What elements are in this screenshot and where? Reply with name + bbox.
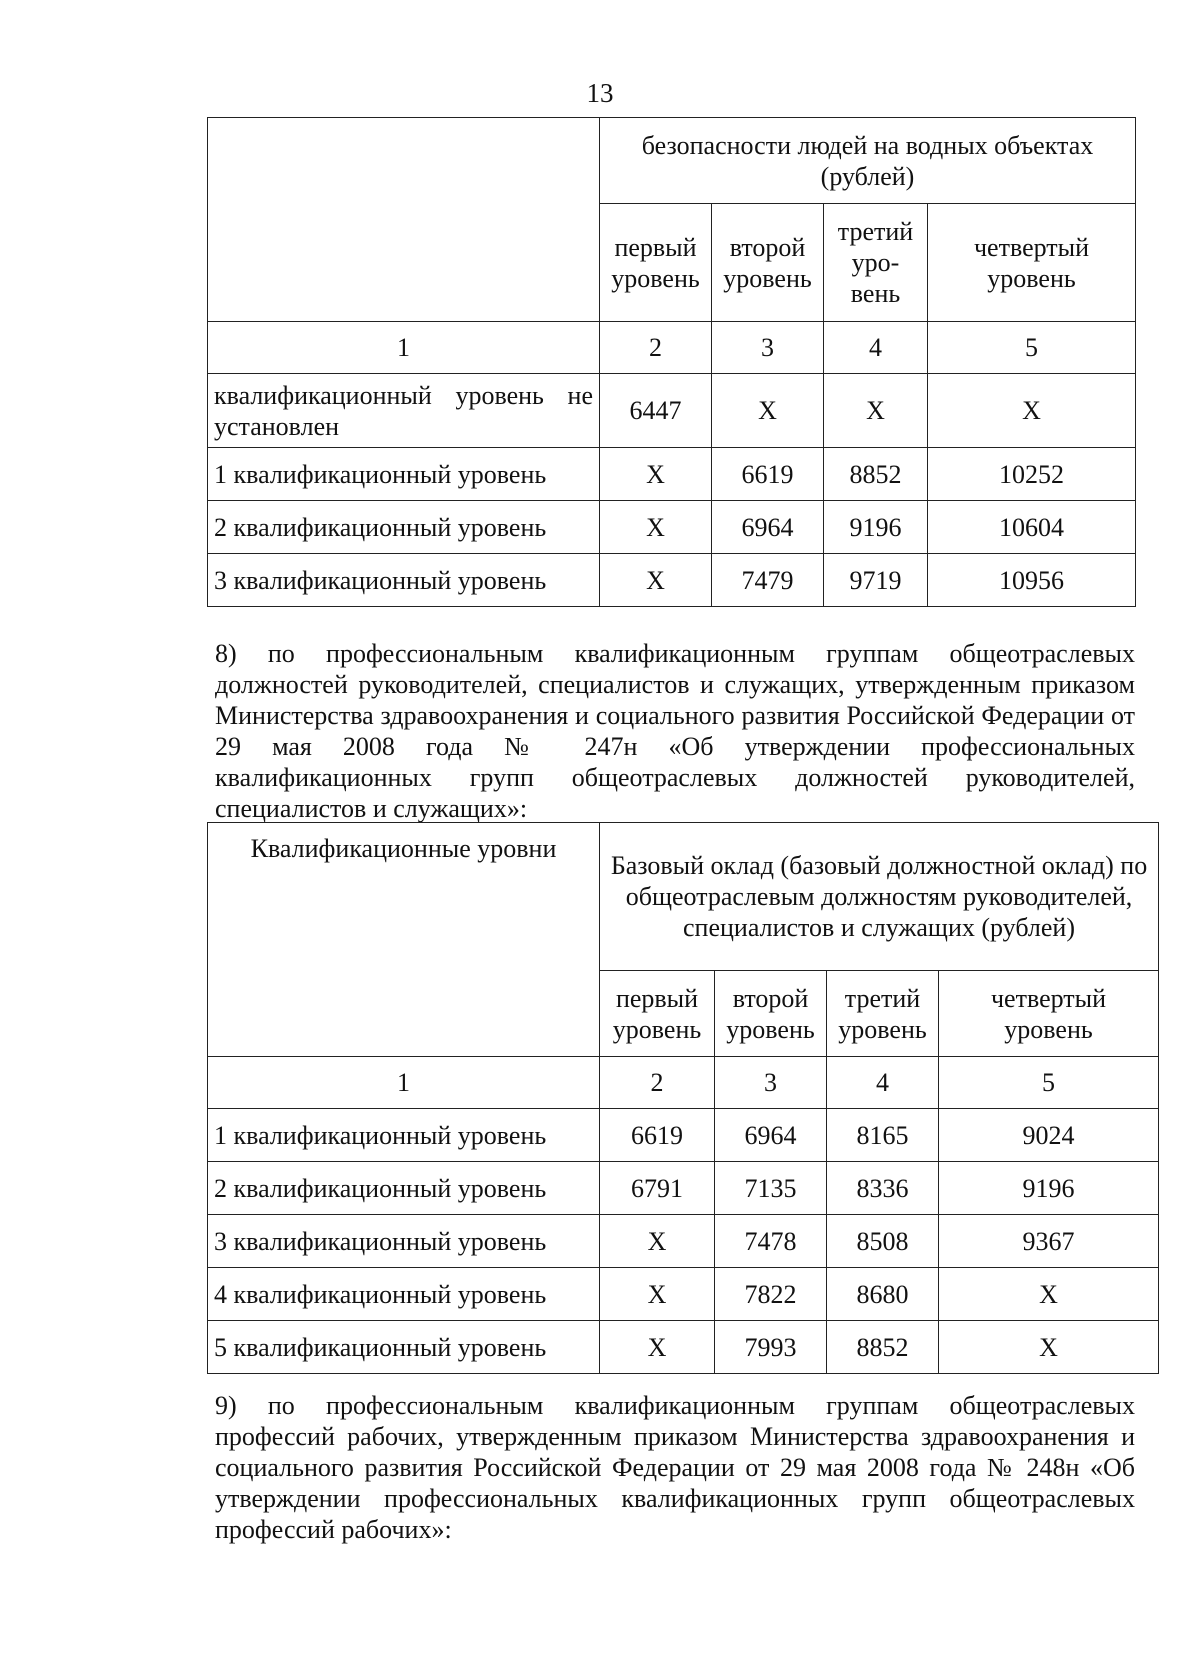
column-number: 5 bbox=[928, 322, 1136, 374]
table-row bbox=[208, 448, 1136, 501]
cell-value: X bbox=[600, 501, 712, 554]
cell-value: X bbox=[600, 448, 712, 501]
row-label: 2 квалификационный уровень bbox=[208, 1162, 600, 1215]
cell-value: 7135 bbox=[715, 1162, 827, 1215]
column-number: 4 bbox=[827, 1057, 939, 1109]
table2-column-numbers-row bbox=[208, 1057, 1159, 1109]
row-label: квалификационный уровень не установлен bbox=[208, 374, 600, 448]
cell-value: 6447 bbox=[600, 374, 712, 448]
row-label: 3 квалификационный уровень bbox=[208, 554, 600, 607]
cell-value: 8165 bbox=[827, 1109, 939, 1162]
table-row bbox=[208, 1268, 1159, 1321]
cell-value: 8508 bbox=[827, 1215, 939, 1268]
table1-level-header: третий уро-вень bbox=[824, 204, 928, 322]
cell-value: 6964 bbox=[712, 501, 824, 554]
column-number: 5 bbox=[939, 1057, 1159, 1109]
cell-value: 8852 bbox=[827, 1321, 939, 1374]
table2-level-header: четвертый уровень bbox=[939, 971, 1159, 1057]
cell-value: 8680 bbox=[827, 1268, 939, 1321]
row-label: 2 квалификационный уровень bbox=[208, 501, 600, 554]
row-header: Квалификационные уровни bbox=[208, 823, 600, 1057]
table1-level-header: четвертый уровень bbox=[928, 204, 1136, 322]
row-label: 3 квалификационный уровень bbox=[208, 1215, 600, 1268]
row-label: 4 квалификационный уровень bbox=[208, 1268, 600, 1321]
table1-level-header: первый уровень bbox=[600, 204, 712, 322]
salary-table-continued bbox=[207, 117, 1136, 607]
cell-value: X bbox=[939, 1268, 1159, 1321]
table2-level-header: первый уровень bbox=[600, 971, 715, 1057]
column-number: 2 bbox=[600, 1057, 715, 1109]
column-number: 2 bbox=[600, 322, 712, 374]
cell-value: X bbox=[600, 1268, 715, 1321]
empty-header-cell bbox=[208, 118, 600, 322]
cell-value: 6791 bbox=[600, 1162, 715, 1215]
cell-value: X bbox=[939, 1321, 1159, 1374]
table2-level-header: второй уровень bbox=[715, 971, 827, 1057]
table-row bbox=[208, 1321, 1159, 1374]
row-label: 5 квалификационный уровень bbox=[208, 1321, 600, 1374]
table-row bbox=[208, 501, 1136, 554]
cell-value: 9196 bbox=[824, 501, 928, 554]
cell-value: 9719 bbox=[824, 554, 928, 607]
cell-value: X bbox=[824, 374, 928, 448]
cell-value: 8336 bbox=[827, 1162, 939, 1215]
paragraph-8: 8) по профессиональным квалификационным группам общеотраслевых должностей руководителей, специалистов и служащих, утвержденным приказом Министерства здравоохранения и социального развития Российской Федерации от 29 мая 2008 года № 247н «Об утверждении профессиональных квалификационных групп общеотраслевых должностей руководителей, специалистов и служащих»: bbox=[215, 639, 1135, 823]
page-number: 13 bbox=[586, 78, 614, 108]
cell-value: 7478 bbox=[715, 1215, 827, 1268]
table2-group-title: Базовый оклад (базовый должностной оклад) по общеотраслевым должностям руководителей, специалистов и служащих (рублей) bbox=[600, 823, 1159, 971]
table-row bbox=[208, 1162, 1159, 1215]
column-number: 3 bbox=[715, 1057, 827, 1109]
column-number: 1 bbox=[208, 322, 600, 374]
cell-value: 10956 bbox=[928, 554, 1136, 607]
row-label: 1 квалификационный уровень bbox=[208, 1109, 600, 1162]
column-number: 3 bbox=[712, 322, 824, 374]
cell-value: X bbox=[600, 1321, 715, 1374]
table-row bbox=[208, 374, 1136, 448]
cell-value: X bbox=[928, 374, 1136, 448]
column-number: 1 bbox=[208, 1057, 600, 1109]
table-row bbox=[208, 1109, 1159, 1162]
cell-value: X bbox=[600, 554, 712, 607]
cell-value: 7993 bbox=[715, 1321, 827, 1374]
table1-group-title: безопасности людей на водных объектах (рублей) bbox=[600, 118, 1136, 204]
cell-value: 10604 bbox=[928, 501, 1136, 554]
table-row bbox=[208, 1215, 1159, 1268]
cell-value: 7822 bbox=[715, 1268, 827, 1321]
cell-value: X bbox=[600, 1215, 715, 1268]
column-number: 4 bbox=[824, 322, 928, 374]
cell-value: 6619 bbox=[712, 448, 824, 501]
paragraph-9: 9) по профессиональным квалификационным группам общеотраслевых профессий рабочих, утвержденным приказом Министерства здравоохранения и социального развития Российской Федерации от 29 мая 2008 года № 248н «Об утверждении профессиональных квалификационных групп общеотраслевых профессий рабочих»: bbox=[215, 1391, 1135, 1544]
cell-value: 10252 bbox=[928, 448, 1136, 501]
table1-level-header: второй уровень bbox=[712, 204, 824, 322]
table1-column-numbers-row bbox=[208, 322, 1136, 374]
table-row bbox=[208, 554, 1136, 607]
cell-value: 9024 bbox=[939, 1109, 1159, 1162]
cell-value: 7479 bbox=[712, 554, 824, 607]
cell-value: 8852 bbox=[824, 448, 928, 501]
salary-table-officials bbox=[207, 822, 1159, 1374]
cell-value: 6964 bbox=[715, 1109, 827, 1162]
table2-level-header: третий уровень bbox=[827, 971, 939, 1057]
cell-value: 9196 bbox=[939, 1162, 1159, 1215]
cell-value: 6619 bbox=[600, 1109, 715, 1162]
row-label: 1 квалификационный уровень bbox=[208, 448, 600, 501]
cell-value: X bbox=[712, 374, 824, 448]
cell-value: 9367 bbox=[939, 1215, 1159, 1268]
